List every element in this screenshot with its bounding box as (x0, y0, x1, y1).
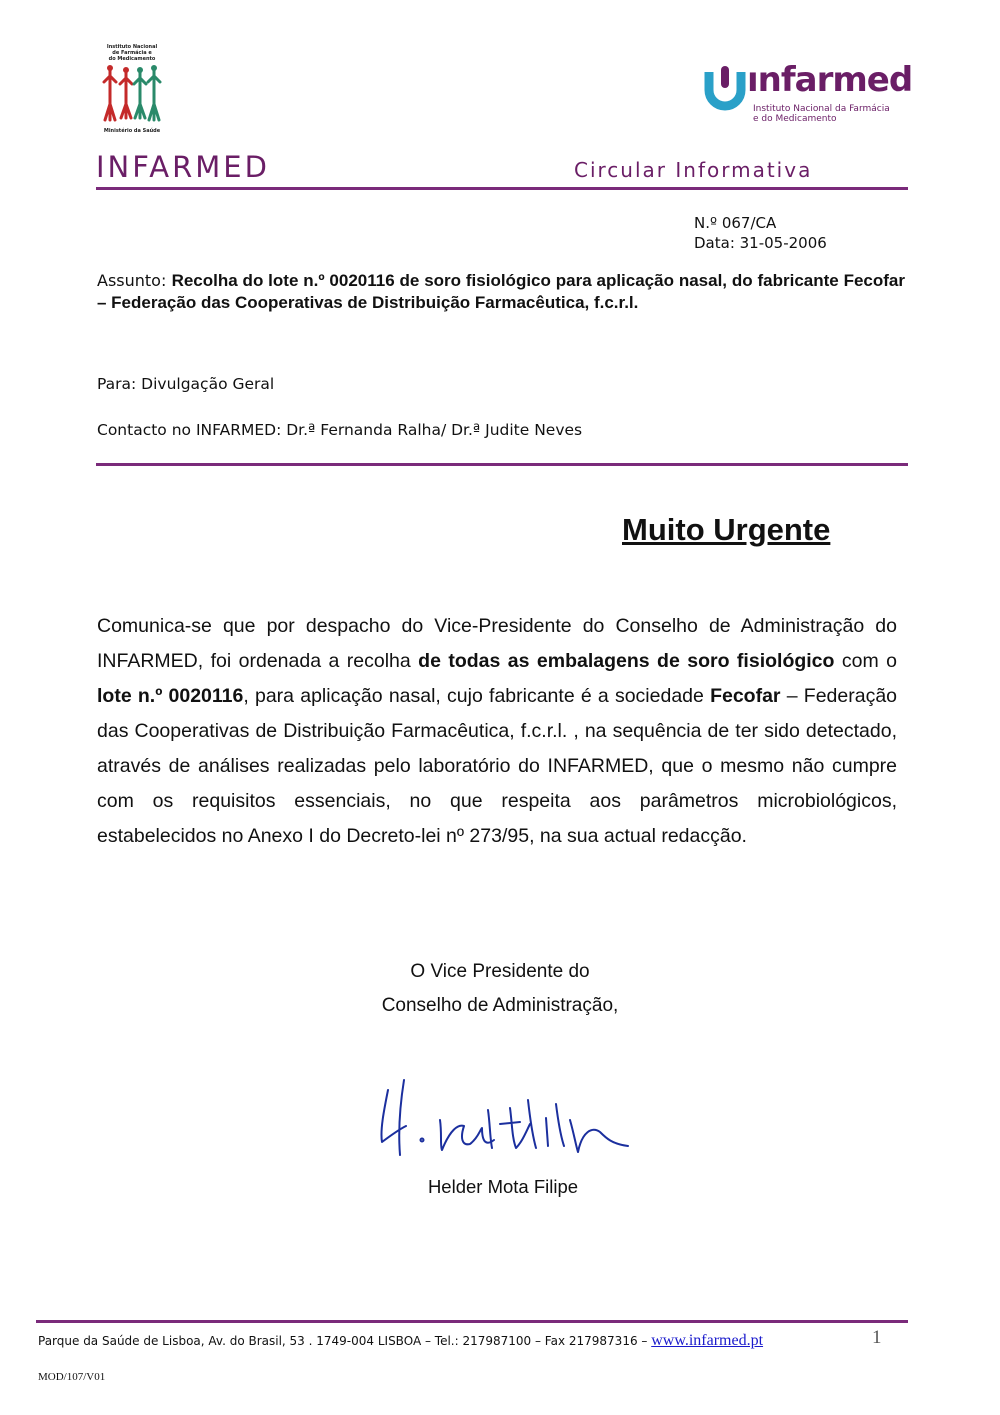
document-date: Data: 31-05-2006 (694, 234, 827, 252)
contact-line: Contacto no INFARMED: Dr.ª Fernanda Ralha/ Dr.ª Judite Neves (97, 421, 583, 439)
subject-text: Recolha do lote n.º 0020116 de soro fisiológico para aplicação nasal, do fabricante Fecofar – Federação das Cooperativas de Distribuição Farmacêutica, f.c.r.l. (97, 271, 905, 312)
footer-divider (36, 1320, 908, 1323)
section-divider (96, 463, 908, 466)
ministry-logo (96, 44, 168, 136)
document-number: N.º 067/CA (694, 214, 777, 232)
infarmed-logo (703, 60, 913, 130)
recipient-line: Para: Divulgação Geral (97, 375, 275, 393)
brand-wordmark: ınfarmed (747, 60, 913, 100)
header-org: INFARMED (96, 150, 270, 184)
infarmed-u-icon (703, 66, 747, 112)
body-paragraph: Comunica-se que por despacho do Vice-Presidente do Conselho de Administração do INFARMED, foi ordenada a recolha de todas as embalagens de soro fisiológico com o lote n.º 0020116, para aplicação nasal, cujo fabricante é a sociedade Fecofar – Federação das Cooperativas de Distribuição Farmacêutica, f.c.r.l. , na sequência de ter sido detectado, através de análises realizadas pelo laboratório do INFARMED, que o mesmo não cumpre com os requisitos essenciais, no que respeita aos parâmetros microbiológicos, estabelecidos no Anexo I do Decreto-lei nº 273/95, na sua actual redacção. (97, 615, 898, 847)
signatory-title: O Vice Presidente do Conselho de Administração, (381, 961, 619, 1016)
handwritten-signature (370, 1060, 640, 1170)
subject-label: Assunto: (97, 271, 167, 290)
website-link[interactable]: www.infarmed.pt (651, 1332, 764, 1349)
logo-left-top-text: Instituto Nacional de Farmácia e do Medicamento (106, 44, 158, 62)
urgency-heading: Muito Urgente (622, 512, 831, 547)
page-number: 1 (872, 1327, 882, 1348)
footer-address: Parque da Saúde de Lisboa, Av. do Brasil, 53 . 1749-004 LISBOA – Tel.: 217987100 – Fax 217987316 – www.infarmed.pt (38, 1332, 764, 1349)
logo-left-bottom-text: Ministério da Saúde (103, 128, 161, 134)
form-code: MOD/107/V01 (38, 1371, 106, 1383)
human-figures-icon (96, 64, 168, 128)
document-meta (694, 213, 827, 253)
subject (97, 270, 905, 314)
header-divider (96, 187, 908, 190)
signatory-name: Helder Mota Filipe (427, 1176, 579, 1197)
brand-subtitle: Instituto Nacional da Farmácia e do Medicamento (753, 104, 890, 124)
header-doc-type: Circular Informativa (574, 158, 813, 182)
